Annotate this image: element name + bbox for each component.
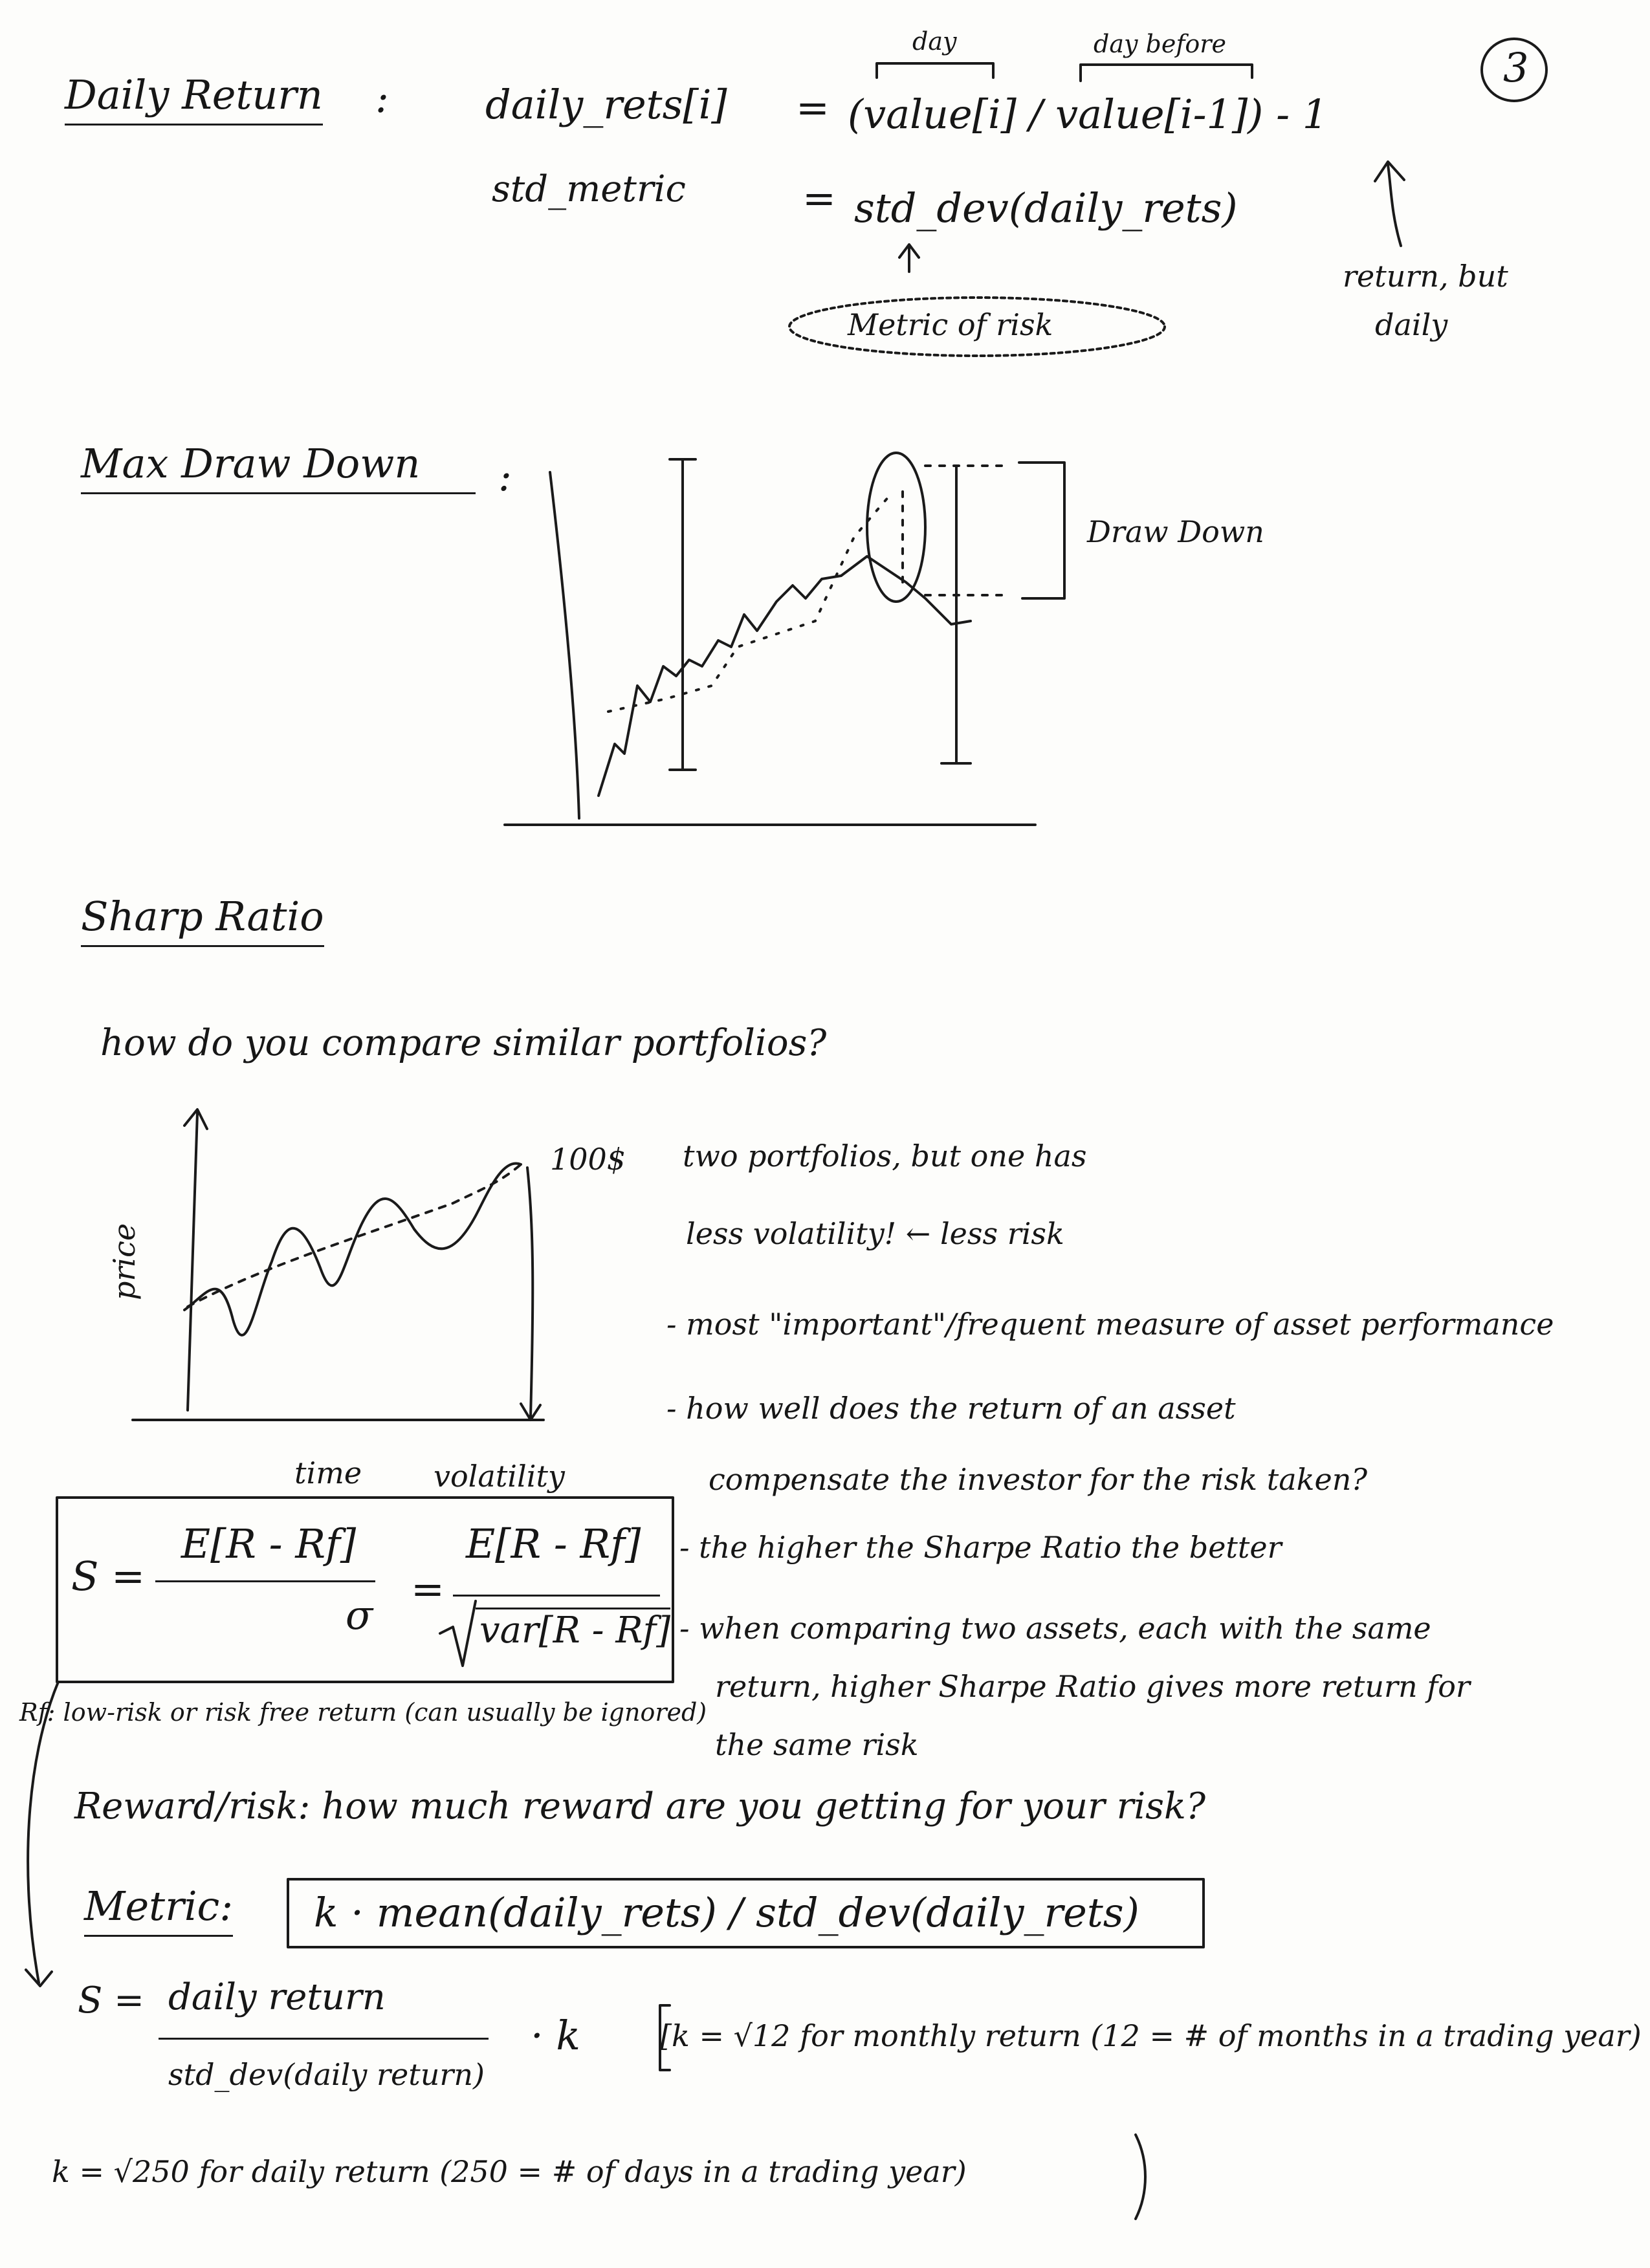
daily-rets-lhs: daily_rets[i] — [485, 81, 727, 128]
daily-rets-formula: (value[i] / value[i-1]) - 1 — [848, 91, 1328, 138]
daily-return-title: Daily Return — [65, 71, 323, 125]
bullet-4c: the same risk — [715, 1727, 919, 1762]
s-multiplier: · k — [531, 2012, 580, 2059]
sharpe-title: Sharp Ratio — [81, 893, 324, 947]
drawdown-price-line — [599, 556, 971, 796]
bullet-1: - most "important"/frequent measure of asset performance — [666, 1307, 1554, 1342]
price-y-axis — [184, 1109, 207, 1410]
note-1: two portfolios, but one has — [683, 1139, 1087, 1173]
bullet-4b: return, higher Sharpe Ratio gives more return for — [715, 1669, 1470, 1704]
return-note-1: return, but — [1343, 259, 1508, 294]
day-before-note: day before — [1094, 30, 1226, 58]
std-eq: = — [802, 175, 836, 222]
return-note-2: daily — [1375, 307, 1448, 342]
fraction-bar-2 — [453, 1595, 660, 1597]
risk-arrow — [899, 245, 919, 272]
daily-return-sep: : — [375, 74, 389, 122]
s-eq: S = — [78, 1979, 145, 2022]
day-bracket — [877, 63, 993, 78]
k-daily-paren — [1136, 2135, 1145, 2219]
volatility-arrow — [521, 1168, 540, 1420]
std-formula: std_dev(daily_rets) — [854, 184, 1238, 232]
sharpe-fraction-1 — [149, 1520, 388, 1639]
sharpe-s-eq: S = — [71, 1553, 146, 1600]
volatility-label: volatility — [434, 1459, 565, 1494]
rf-note: Rf: low-risk or risk free return (can usually be ignored) — [19, 1698, 707, 1727]
drawdown-peak-ellipse — [867, 453, 925, 602]
price-axis-label: price — [107, 1223, 142, 1300]
fraction-bar-1 — [155, 1580, 375, 1582]
max-drawdown-title: Max Draw Down — [81, 440, 476, 494]
metric-of-risk-label: Metric of risk — [848, 307, 1053, 342]
volatile-line — [184, 1163, 521, 1335]
sharpe-denominator-2: var[R - Rf] — [476, 1608, 670, 1652]
metric-formula: k · mean(daily_rets) / std_dev(daily_rets) — [314, 1889, 1139, 1936]
s-denominator: std_dev(daily return) — [168, 2057, 485, 2092]
s-numerator: daily return — [168, 1976, 386, 2018]
note-2: less volatility! ← less risk — [686, 1216, 1064, 1251]
std-metric-label: std_metric — [492, 168, 686, 210]
drawdown-y-axis — [550, 472, 579, 818]
bullet-2b: compensate the investor for the risk taken? — [709, 1462, 1368, 1497]
day-note: day — [912, 27, 957, 56]
bullet-4a: - when comparing two assets, each with the same — [679, 1611, 1431, 1646]
bullet-3: - the higher the Sharpe Ratio the better — [679, 1530, 1282, 1565]
day-before-bracket — [1081, 65, 1252, 81]
drawdown-label: Draw Down — [1087, 514, 1264, 549]
rf-arrow — [26, 1682, 58, 1986]
drawdown-bracket — [1019, 463, 1064, 598]
drawdown-marker-2 — [941, 466, 971, 763]
reward-risk-line: Reward/risk: how much reward are you getting for your risk? — [74, 1785, 1206, 1827]
k-daily: k = √250 for daily return (250 = # of days in a trading year) — [52, 2154, 967, 2189]
return-arrow — [1375, 162, 1404, 246]
sharpe-numerator: E[R - Rf] — [181, 1520, 357, 1567]
drawdown-dotted-line — [608, 492, 893, 712]
sharpe-numerator-2: E[R - Rf] — [466, 1520, 641, 1567]
value-label: 100$ — [550, 1142, 626, 1177]
drawdown-marker-1 — [670, 459, 696, 770]
sharpe-denominator: σ — [345, 1591, 373, 1639]
time-axis-label: time — [294, 1456, 362, 1490]
bullet-2a: - how well does the return of an asset — [666, 1391, 1236, 1426]
page-number: 3 — [1503, 44, 1529, 91]
metric-label: Metric: — [84, 1882, 233, 1937]
sharpe-question: how do you compare similar portfolios? — [100, 1022, 827, 1064]
sharpe-eq2: = — [411, 1565, 445, 1613]
smooth-line — [188, 1164, 521, 1307]
k-monthly: [k = √12 for monthly return (12 = # of months in a trading year) — [660, 2018, 1642, 2053]
s-fraction-bar — [159, 2038, 489, 2040]
max-drawdown-sep: : — [498, 453, 512, 500]
daily-rets-eq: = — [796, 84, 830, 131]
